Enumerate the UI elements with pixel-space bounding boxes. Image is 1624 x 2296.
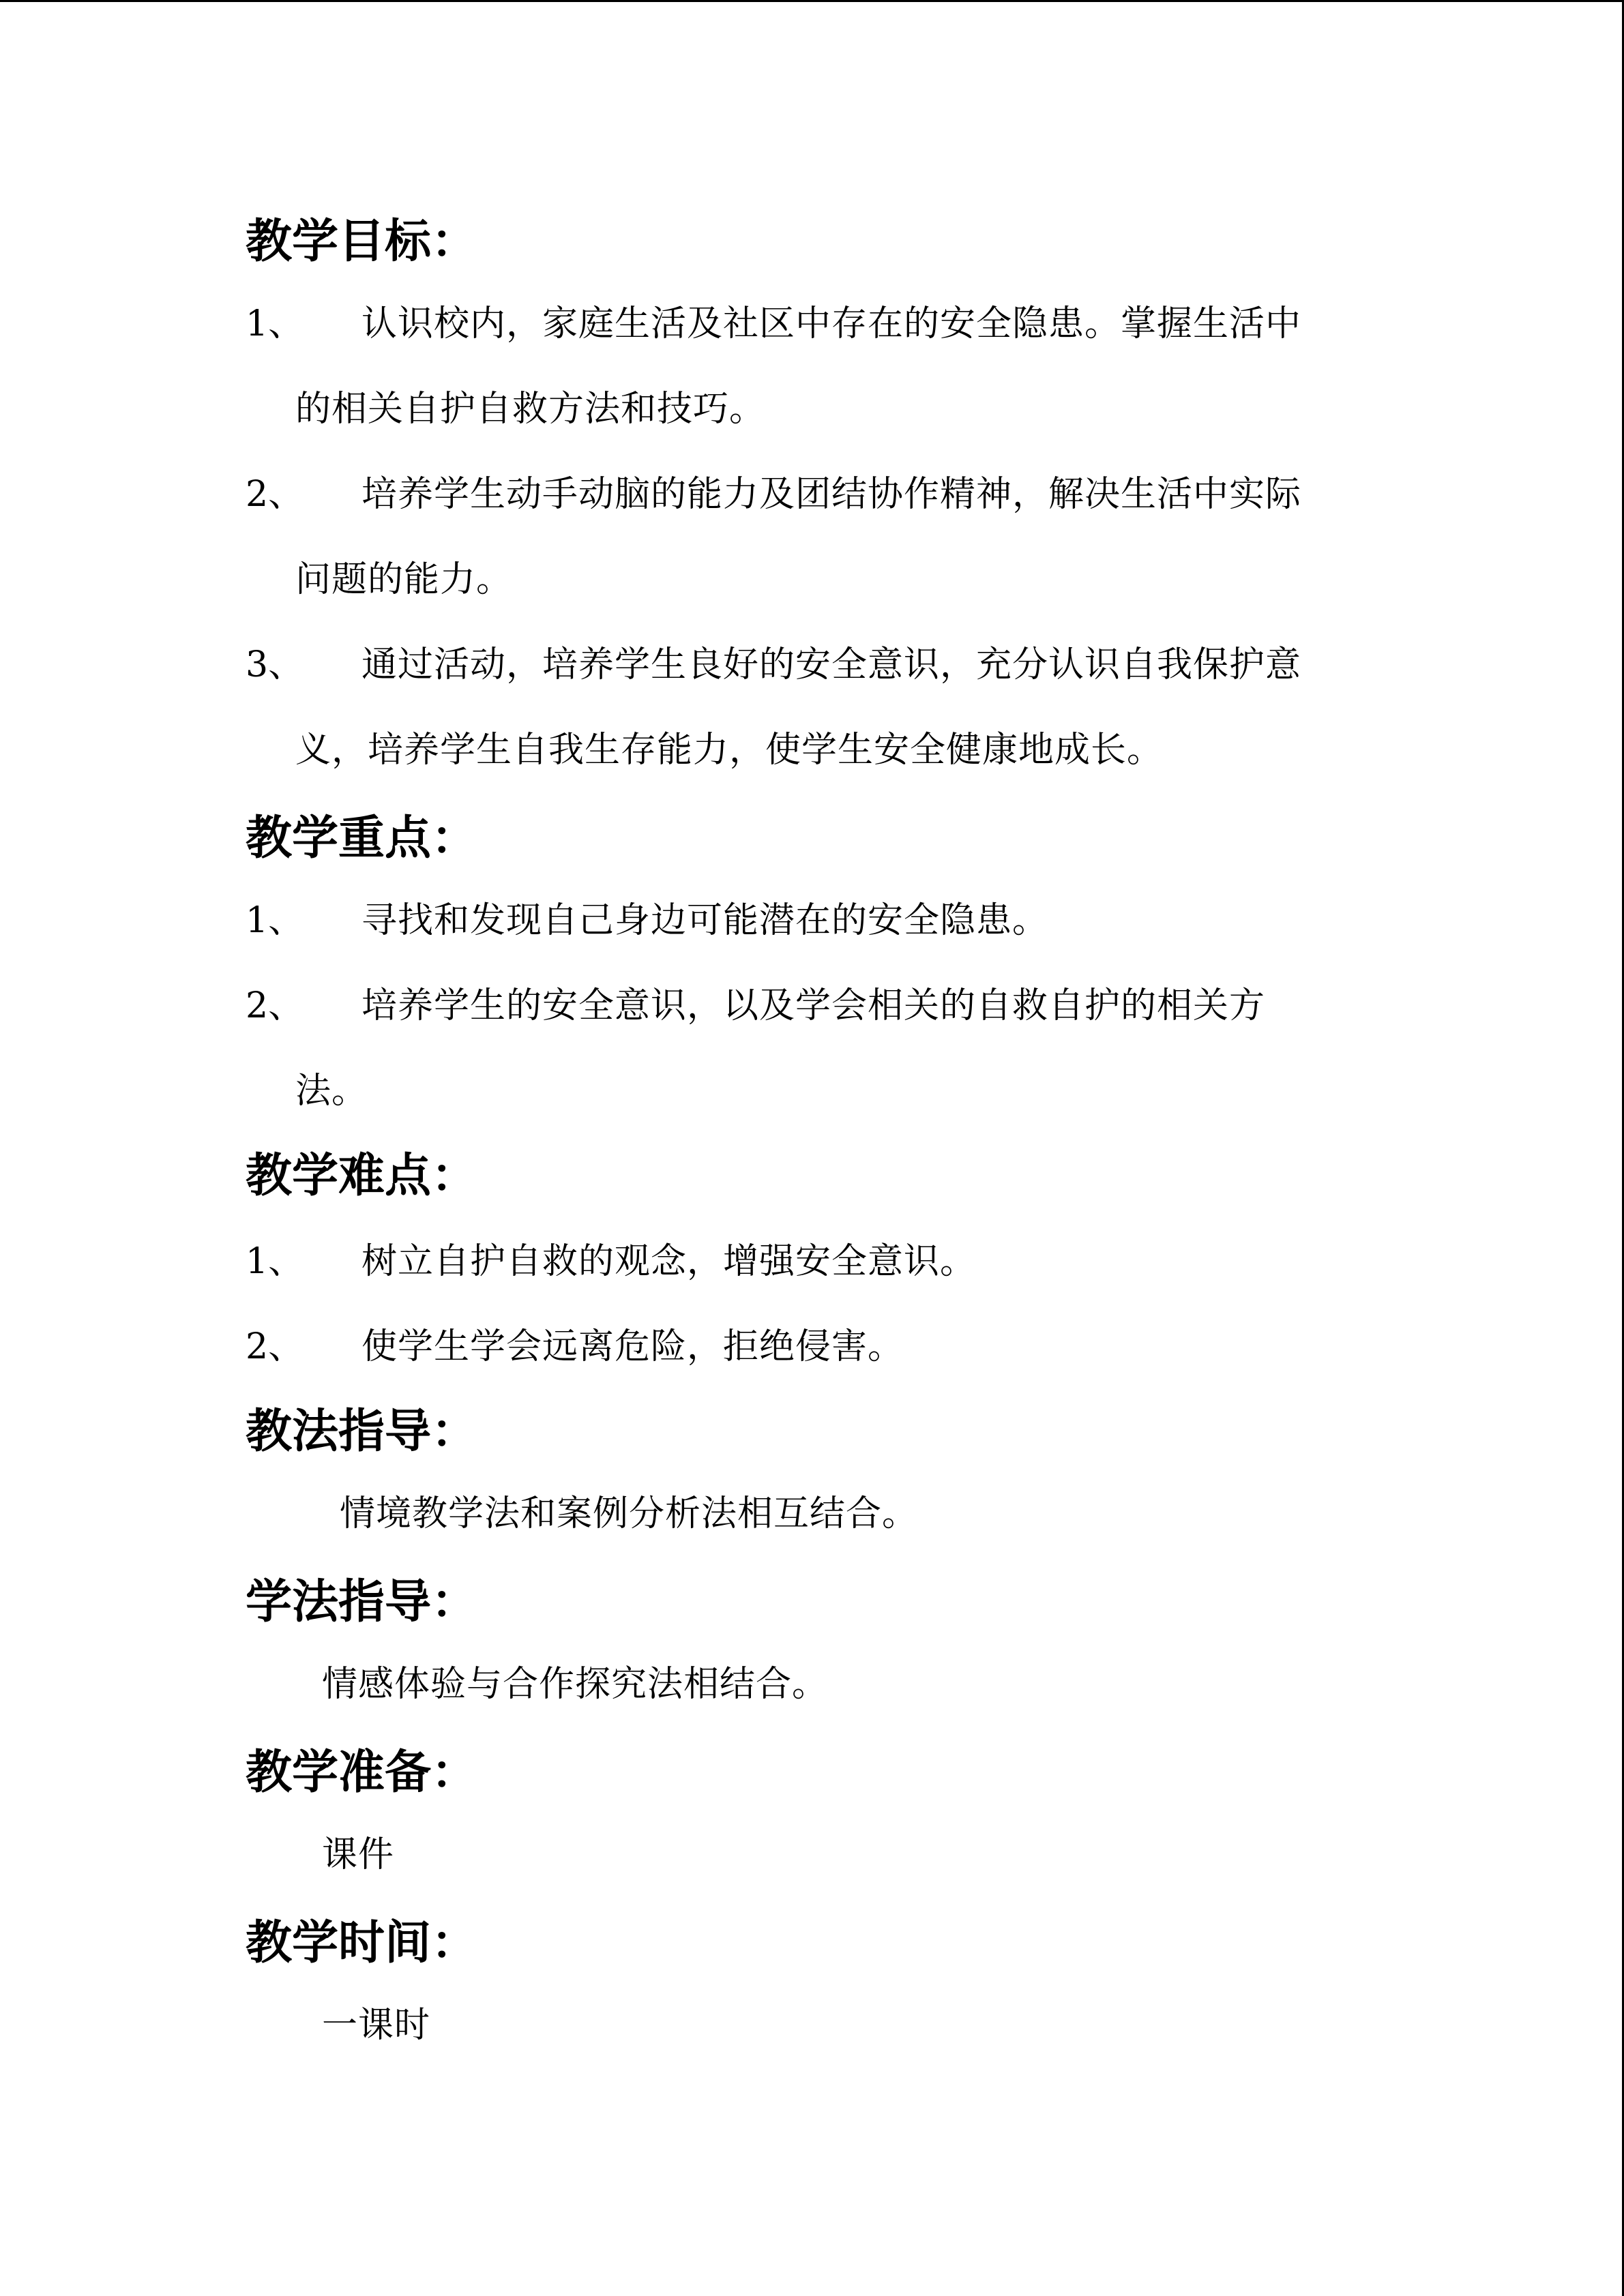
page-border-top [0,0,1624,2]
heading-teaching-focus: 教学重点： [246,811,478,865]
difficulty-2-number: 2、 [246,1326,304,1367]
learning-method-text: 情感体验与合作探究法相结合。 [322,1664,829,1705]
teaching-preparation-text: 课件 [322,1834,395,1875]
teaching-method-text: 情境教学法和案例分析法相互结合。 [340,1493,919,1534]
heading-teaching-preparation: 教学准备： [246,1746,478,1800]
objective-3-number: 3、 [246,644,304,685]
heading-teaching-time: 教学时间： [246,1916,478,1970]
focus-1-number: 1、 [246,900,304,941]
difficulty-1-number: 1、 [246,1241,304,1282]
objective-2-line-2: 问题的能力。 [295,559,513,600]
objective-3-line-2: 义，培养学生自我生存能力，使学生安全健康地成长。 [295,730,1164,771]
heading-teaching-difficulties: 教学难点： [246,1149,478,1203]
objective-1-number: 1、 [246,303,304,344]
teaching-time-text: 一课时 [322,2005,431,2046]
focus-2-line-1: 培养学生的安全意识，以及学会相关的自救自护的相关方 [361,985,1266,1026]
focus-2-line-2: 法。 [295,1071,368,1112]
objective-1-line-2: 的相关自护自救方法和技巧。 [295,389,766,430]
focus-2-number: 2、 [246,985,304,1026]
objective-3-line-1: 通过活动，培养学生良好的安全意识，充分认识自我保护意 [361,644,1302,685]
heading-teaching-method-guidance: 教法指导： [246,1405,478,1459]
objective-2-number: 2、 [246,474,304,515]
difficulty-1-line-1: 树立自护自救的观念，增强安全意识。 [361,1241,977,1282]
focus-1-line-1: 寻找和发现自己身边可能潜在的安全隐患。 [361,900,1049,941]
objective-2-line-1: 培养学生动手动脑的能力及团结协作精神，解决生活中实际 [361,474,1302,515]
heading-learning-method-guidance: 学法指导： [246,1575,478,1629]
objective-1-line-1: 认识校内，家庭生活及社区中存在的安全隐患。掌握生活中 [361,303,1302,344]
difficulty-2-line-1: 使学生学会远离危险，拒绝侵害。 [361,1326,904,1367]
heading-teaching-objectives: 教学目标： [246,215,478,269]
